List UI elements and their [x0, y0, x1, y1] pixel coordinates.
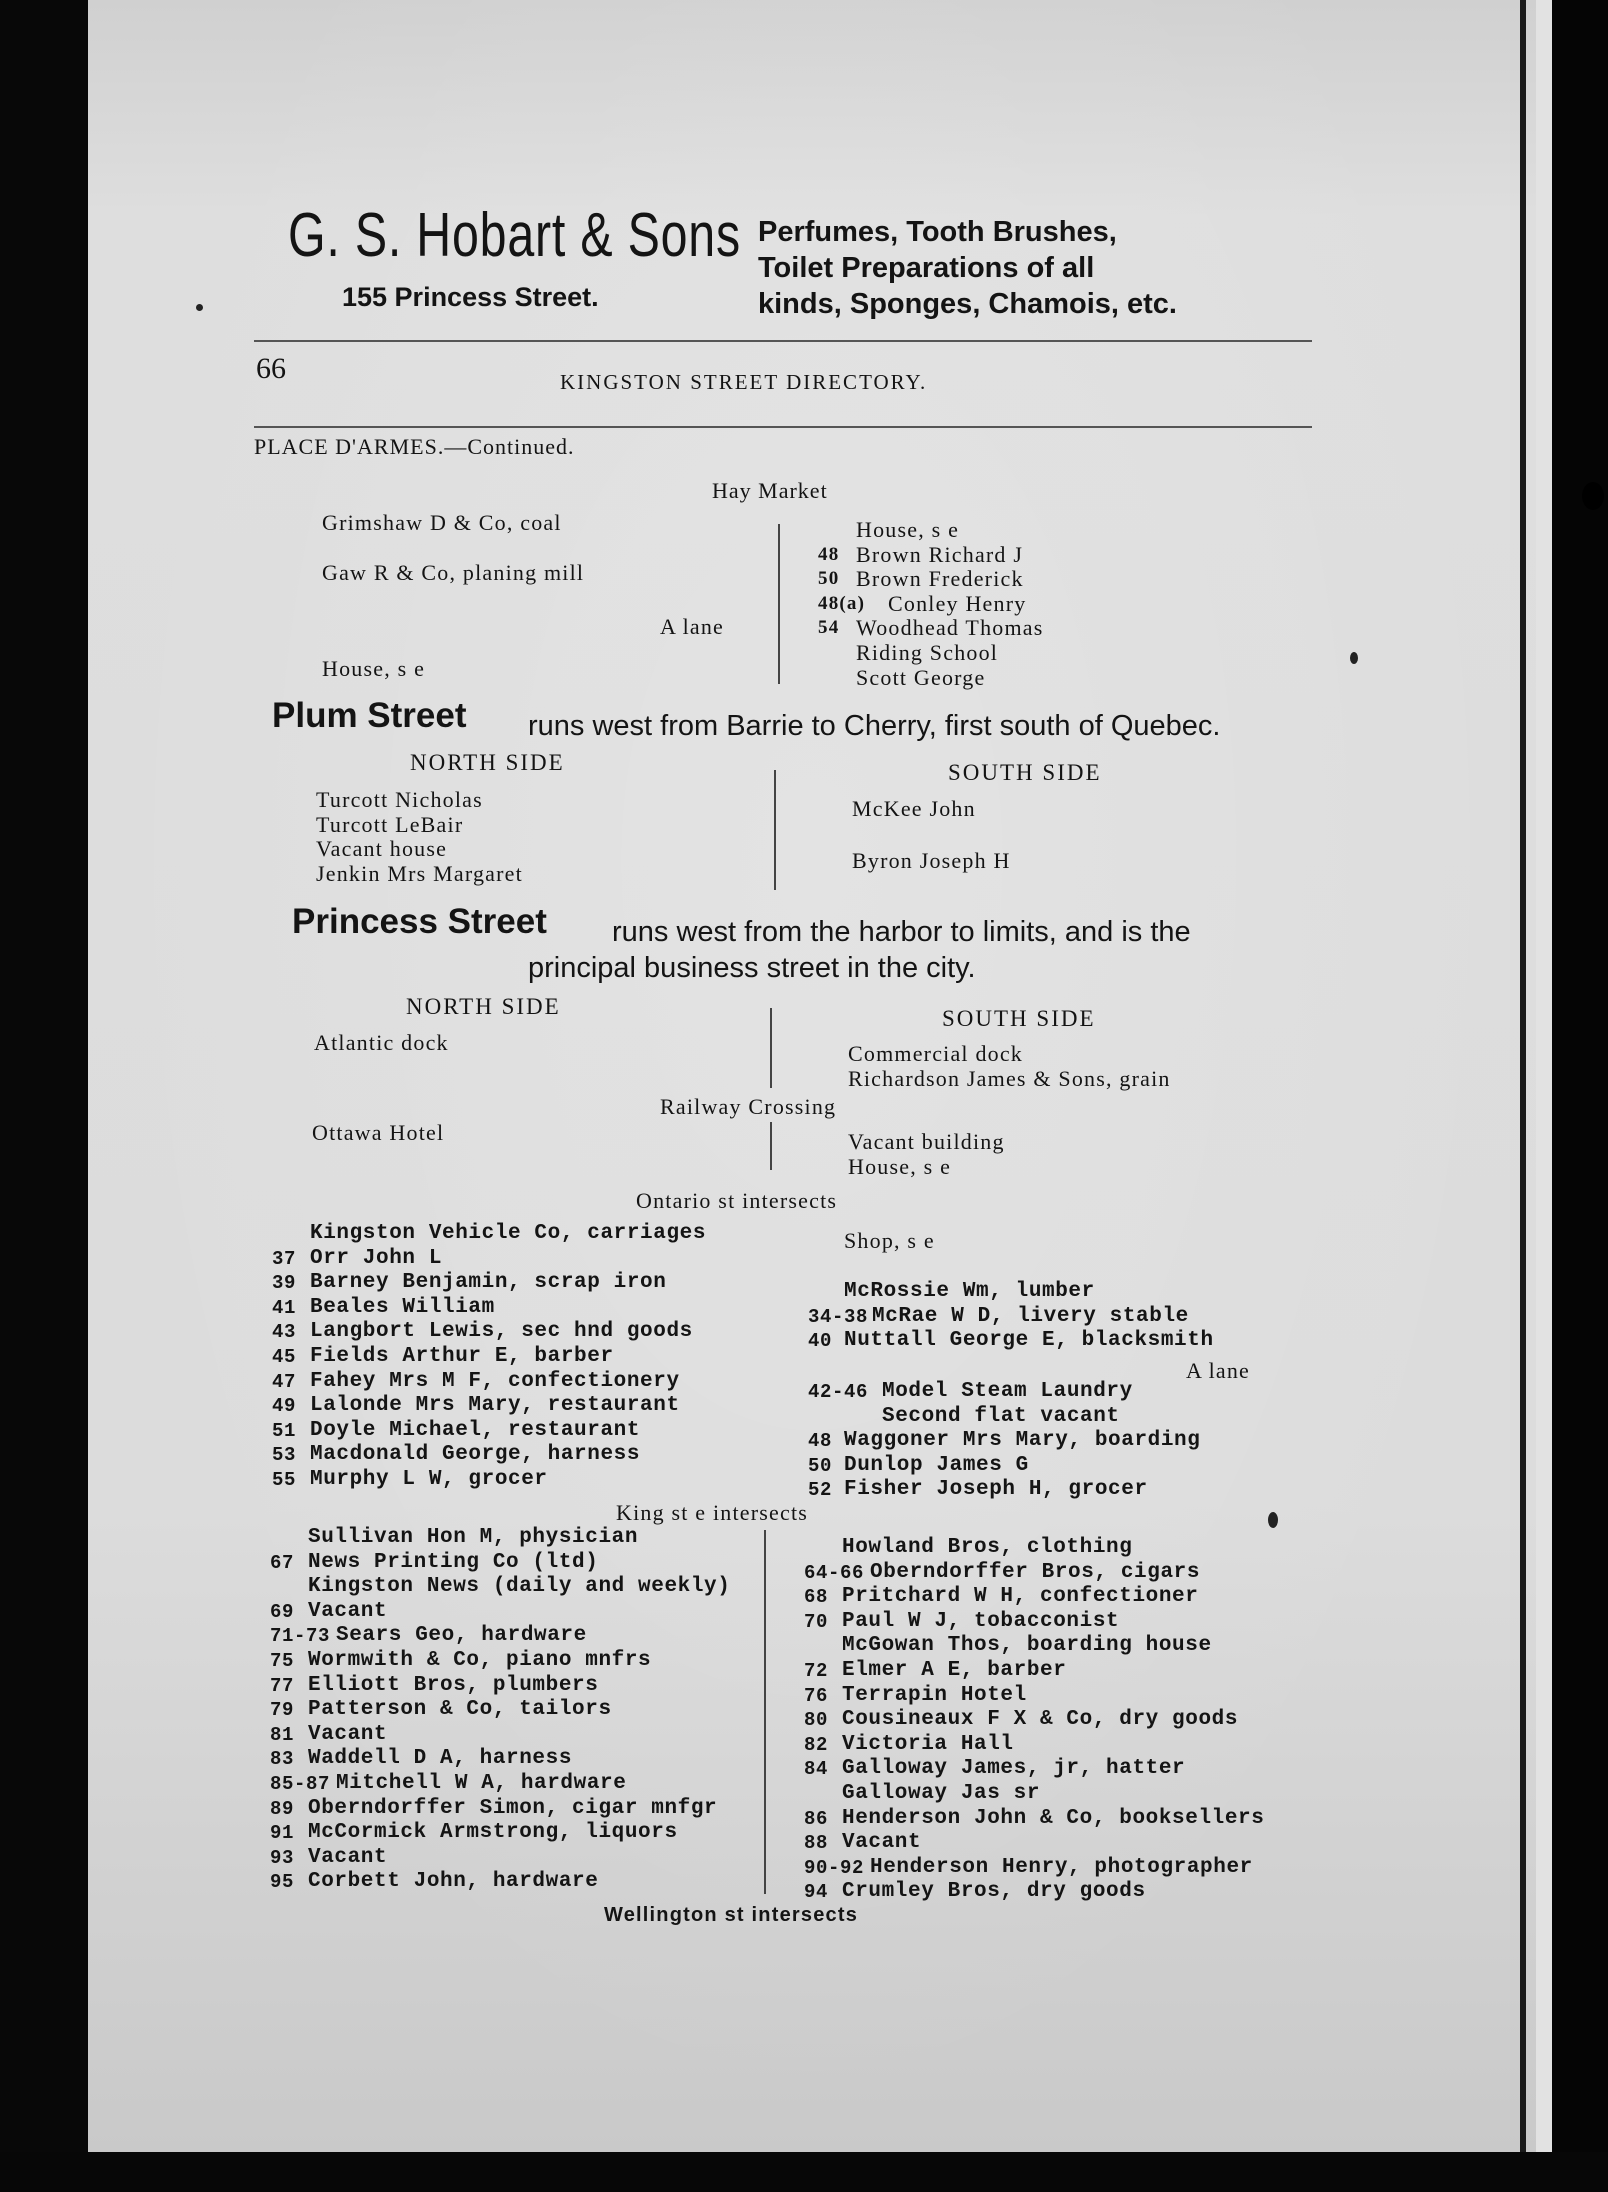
directory-entry [272, 1296, 706, 1321]
street-name-plum: Plum Street [272, 696, 467, 735]
house-number [804, 1634, 842, 1659]
railway-crossing-label: Railway Crossing [660, 1094, 837, 1119]
directory-entry [270, 1846, 730, 1871]
occupant: Fahey Mrs M F, confectionery [310, 1369, 680, 1393]
occupant: Galloway Jas sr [842, 1781, 1041, 1805]
directory-entry [808, 1329, 1214, 1354]
house-number: 83 [270, 1748, 295, 1771]
occupant: Sears Geo, hardware [336, 1624, 587, 1648]
house-number: 86 [804, 1807, 829, 1830]
directory-entry: Gaw R & Co, planing mill [322, 560, 585, 585]
occupant: Cousineaux F X & Co, dry goods [842, 1708, 1239, 1732]
house-number [808, 1280, 844, 1305]
scan-speck [196, 304, 203, 311]
directory-entry [818, 666, 1044, 691]
directory-entry [272, 1394, 706, 1419]
street-description: principal business street in the city. [528, 952, 976, 984]
street-description: runs west from Barrie to Cherry, first south of Quebec. [528, 710, 1221, 742]
house-number: 48 [818, 543, 840, 565]
directory-entry [804, 1561, 1264, 1586]
house-number [272, 1222, 310, 1247]
scan-right-border [1552, 0, 1608, 2192]
directory-entry [804, 1880, 1264, 1905]
occupant: Pritchard W H, confectioner [842, 1585, 1199, 1609]
a-lane-label: A lane [660, 614, 725, 639]
occupant: Sullivan Hon M, physician [308, 1526, 639, 1549]
directory-entry [270, 1649, 730, 1674]
product-line: kinds, Sponges, Chamois, etc. [758, 288, 1177, 320]
directory-entry [808, 1429, 1200, 1454]
occupant: Mitchell W A, hardware [336, 1771, 627, 1795]
scan-speck [1350, 652, 1358, 664]
directory-entry: McKee John [852, 796, 976, 821]
directory-entry [270, 1747, 730, 1772]
directory-entry [272, 1370, 706, 1395]
house-number: 50 [818, 568, 840, 590]
house-number [270, 1575, 308, 1600]
occupant: Corbett John, hardware [308, 1870, 599, 1894]
directory-entry [270, 1870, 730, 1895]
occupant: House, s e [856, 517, 960, 542]
occupant: Vacant [308, 1599, 388, 1623]
directory-entry [804, 1536, 1264, 1561]
occupant: Galloway James, jr, hatter [842, 1757, 1186, 1781]
scan-bottom-border [0, 2152, 1608, 2192]
princess-south-king-wellington [804, 1536, 1264, 1905]
directory-entry [804, 1684, 1264, 1709]
occupant: Scott George [856, 664, 986, 690]
house-number: 43 [272, 1321, 297, 1344]
directory-entry [270, 1575, 730, 1600]
occupant: Langbort Lewis, sec hnd goods [310, 1320, 693, 1344]
house-number [804, 1782, 842, 1807]
directory-entry [270, 1698, 730, 1723]
plum-north-column [316, 788, 523, 886]
occupant: Riding School [856, 639, 999, 665]
occupant: Oberndorffer Bros, cigars [870, 1560, 1201, 1584]
occupant: Fisher Joseph H, grocer [844, 1478, 1148, 1502]
directory-entry [804, 1733, 1264, 1758]
house-number: 91 [270, 1822, 295, 1845]
south-side-heading: SOUTH SIDE [942, 1006, 1096, 1031]
north-side-heading: NORTH SIDE [410, 750, 565, 775]
directory-entry [818, 616, 1044, 641]
place-darmes-right-column [818, 518, 1044, 690]
occupant: Kingston News (daily and weekly) [308, 1575, 731, 1599]
house-number: 55 [272, 1468, 297, 1491]
occupant: Henderson John & Co, booksellers [842, 1806, 1265, 1830]
directory-entry: House, s e [848, 1153, 952, 1179]
directory-entry [804, 1757, 1264, 1782]
house-number: 95 [270, 1871, 295, 1894]
directory-entry [808, 1405, 1200, 1430]
house-number: 77 [270, 1674, 295, 1697]
directory-entry [818, 592, 1044, 617]
column-divider [774, 770, 776, 890]
occupant: Victoria Hall [842, 1732, 1014, 1756]
occupant: Oberndorffer Simon, cigar mnfgr [308, 1796, 718, 1820]
directory-entry: Shop, s e [844, 1228, 935, 1253]
column-divider [778, 524, 780, 684]
house-number: 75 [270, 1649, 295, 1672]
occupant: Waddell D A, harness [308, 1747, 573, 1771]
directory-entry: Atlantic dock [314, 1030, 449, 1055]
occupant: Waggoner Mrs Mary, boarding [844, 1429, 1201, 1453]
occupant: Dunlop James G [844, 1453, 1029, 1477]
directory-entry: Vacant building [848, 1129, 1005, 1154]
occupant: Orr John L [310, 1246, 443, 1270]
house-number [808, 1405, 882, 1430]
directory-entry: Turcott Nicholas [316, 787, 483, 812]
directory-entry [272, 1345, 706, 1370]
south-side-heading: SOUTH SIDE [948, 760, 1102, 785]
advertiser-name: G. S. Hobart & Sons [288, 201, 741, 270]
directory-entry [270, 1772, 730, 1797]
occupant: Elliott Bros, plumbers [308, 1673, 599, 1697]
house-number: 72 [804, 1659, 829, 1682]
product-line: Perfumes, Tooth Brushes, [758, 216, 1117, 248]
directory-entry [270, 1600, 730, 1625]
directory-entry [272, 1443, 706, 1468]
house-number: 51 [272, 1419, 297, 1442]
directory-entry [818, 543, 1044, 568]
scan-speck [1582, 482, 1604, 510]
occupant: Brown Frederick [856, 566, 1024, 592]
product-line: Toilet Preparations of all [758, 252, 1095, 284]
house-number: 47 [272, 1370, 297, 1393]
wellington-intersects-label: Wellington st intersects [604, 1904, 859, 1926]
directory-entry [818, 518, 1044, 543]
facing-page-edge [1536, 0, 1552, 2192]
directory-entry [804, 1831, 1264, 1856]
house-number: 39 [272, 1272, 297, 1295]
occupant: News Printing Co (ltd) [308, 1550, 599, 1574]
house-number: 90-92 [804, 1856, 865, 1879]
occupant: Elmer A E, barber [842, 1658, 1067, 1682]
house-number [818, 641, 856, 666]
house-number: 76 [804, 1684, 829, 1707]
directory-entry [808, 1305, 1214, 1330]
scan-left-border [0, 0, 92, 2192]
house-number: 37 [272, 1247, 297, 1270]
occupant: Henderson Henry, photographer [870, 1855, 1253, 1879]
street-description: runs west from the harbor to limits, and is the [612, 916, 1191, 948]
house-number: 68 [804, 1586, 829, 1609]
house-number [818, 666, 856, 691]
directory-entry [270, 1821, 730, 1846]
house-number: 80 [804, 1709, 829, 1732]
house-number: 52 [808, 1479, 833, 1502]
occupant: Terrapin Hotel [842, 1683, 1027, 1707]
occupant: Barney Benjamin, scrap iron [310, 1271, 667, 1295]
directory-entry [270, 1551, 730, 1576]
page-gutter-rule [1520, 0, 1526, 2152]
house-number [270, 1526, 308, 1551]
house-number: 71-73 [270, 1625, 331, 1648]
house-number: 50 [808, 1454, 833, 1477]
north-side-heading: NORTH SIDE [406, 994, 561, 1019]
occupant: Vacant [308, 1722, 388, 1746]
south-after-railway [848, 1130, 1005, 1179]
directory-entry [804, 1782, 1264, 1807]
house-number: 82 [804, 1733, 829, 1756]
occupant: Lalonde Mrs Mary, restaurant [310, 1394, 680, 1418]
house-number: 53 [272, 1444, 297, 1467]
occupant: Crumley Bros, dry goods [842, 1880, 1146, 1904]
directory-entry [270, 1526, 730, 1551]
directory-entry [270, 1797, 730, 1822]
house-number: 89 [270, 1797, 295, 1820]
column-divider [770, 1122, 772, 1170]
directory-entry: Jenkin Mrs Margaret [316, 860, 523, 886]
directory-entry [808, 1280, 1214, 1305]
house-number: 67 [270, 1551, 295, 1574]
directory-entry: Commercial dock [848, 1041, 1024, 1066]
house-number: 88 [804, 1832, 829, 1855]
ontario-intersects-label: Ontario st intersects [636, 1188, 838, 1213]
a-lane-label: A lane [1186, 1358, 1251, 1383]
header-bottom-rule [254, 426, 1312, 428]
house-number: 81 [270, 1723, 295, 1746]
directory-entry [272, 1468, 706, 1493]
house-number: 70 [804, 1610, 829, 1633]
directory-entry: Richardson James & Sons, grain [848, 1065, 1171, 1091]
house-number: 40 [808, 1330, 833, 1353]
directory-entry [272, 1320, 706, 1345]
directory-entry [804, 1659, 1264, 1684]
directory-entry [270, 1723, 730, 1748]
house-number: 84 [804, 1758, 829, 1781]
directory-entry [804, 1610, 1264, 1635]
directory-entry [804, 1708, 1264, 1733]
house-number: 48(a) [818, 592, 866, 614]
occupant: McGowan Thos, boarding house [842, 1634, 1212, 1658]
south-docks [848, 1042, 1171, 1091]
occupant: Paul W J, tobacconist [842, 1609, 1120, 1633]
section-title-place-darmes: PLACE D'ARMES.—Continued. [254, 434, 575, 459]
advertiser-address: 155 Princess Street. [342, 282, 599, 312]
occupant: Vacant [842, 1831, 922, 1855]
occupant: Brown Richard J [856, 541, 1024, 567]
house-number: 41 [272, 1296, 297, 1319]
occupant: Howland Bros, clothing [842, 1536, 1133, 1559]
house-number: 85-87 [270, 1772, 331, 1795]
header-top-rule [254, 340, 1312, 342]
occupant: McCormick Armstrong, liquors [308, 1821, 678, 1845]
directory-entry: Turcott LeBair [316, 811, 464, 837]
house-number: 42-46 [808, 1381, 869, 1403]
directory-entry [272, 1419, 706, 1444]
occupant: Wormwith & Co, piano mnfrs [308, 1648, 652, 1672]
directory-entry [808, 1454, 1200, 1479]
house-number: 69 [270, 1600, 295, 1623]
occupant: Kingston Vehicle Co, carriages [310, 1222, 707, 1245]
directory-entry [272, 1247, 706, 1272]
directory-entry [808, 1478, 1200, 1503]
house-number: 79 [270, 1699, 295, 1722]
occupant: Model Steam Laundry [882, 1380, 1133, 1403]
house-number: 94 [804, 1881, 829, 1904]
house-number: 93 [270, 1846, 295, 1869]
street-name-princess: Princess Street [292, 902, 547, 941]
occupant: Beales William [310, 1295, 495, 1319]
house-number [818, 518, 856, 543]
directory-entry [270, 1624, 730, 1649]
occupant: Second flat vacant [882, 1404, 1120, 1428]
occupant: McRae W D, livery stable [872, 1304, 1189, 1328]
running-title: KINGSTON STREET DIRECTORY. [560, 370, 928, 394]
occupant: Woodhead Thomas [856, 615, 1044, 641]
occupant: Murphy L W, grocer [310, 1467, 548, 1491]
hay-market-label: Hay Market [712, 478, 828, 503]
directory-entry [272, 1222, 706, 1247]
princess-south-ontario-king-2 [808, 1380, 1200, 1503]
occupant: Patterson & Co, tailors [308, 1698, 612, 1722]
directory-entry [818, 641, 1044, 666]
house-number: 48 [808, 1430, 833, 1453]
page-number: 66 [256, 352, 286, 385]
occupant: Vacant [308, 1845, 388, 1869]
directory-entry [804, 1807, 1264, 1832]
princess-north-king-wellington [270, 1526, 730, 1895]
house-number: 45 [272, 1345, 297, 1368]
directory-entry: Ottawa Hotel [312, 1120, 445, 1145]
scan-speck [1268, 1512, 1278, 1528]
house-number: 49 [272, 1395, 297, 1418]
directory-entry [804, 1856, 1264, 1881]
directory-entry: House, s e [322, 656, 426, 681]
directory-entry [272, 1271, 706, 1296]
occupant: McRossie Wm, lumber [844, 1280, 1095, 1303]
directory-entry [808, 1380, 1200, 1405]
directory-entry [804, 1634, 1264, 1659]
directory-entry [804, 1585, 1264, 1610]
house-number: 54 [818, 617, 840, 639]
princess-south-ontario-king [808, 1280, 1214, 1354]
directory-entry: Byron Joseph H [852, 848, 1011, 873]
directory-entry [818, 567, 1044, 592]
occupant: Nuttall George E, blacksmith [844, 1329, 1214, 1353]
house-number: 34-38 [808, 1305, 869, 1328]
column-divider [770, 1008, 772, 1088]
king-intersects-label: King st e intersects [616, 1500, 809, 1525]
occupant: Doyle Michael, restaurant [310, 1418, 641, 1442]
house-number [804, 1536, 842, 1561]
house-number: 64-66 [804, 1561, 865, 1584]
occupant: Macdonald George, harness [310, 1443, 641, 1467]
advertised-products [758, 214, 1288, 322]
occupant: Conley Henry [888, 590, 1027, 616]
column-divider [764, 1530, 766, 1894]
directory-entry [270, 1674, 730, 1699]
princess-north-ontario-king [272, 1222, 706, 1493]
directory-entry: Vacant house [316, 836, 448, 862]
occupant: Fields Arthur E, barber [310, 1344, 614, 1368]
directory-entry: Grimshaw D & Co, coal [322, 510, 562, 535]
